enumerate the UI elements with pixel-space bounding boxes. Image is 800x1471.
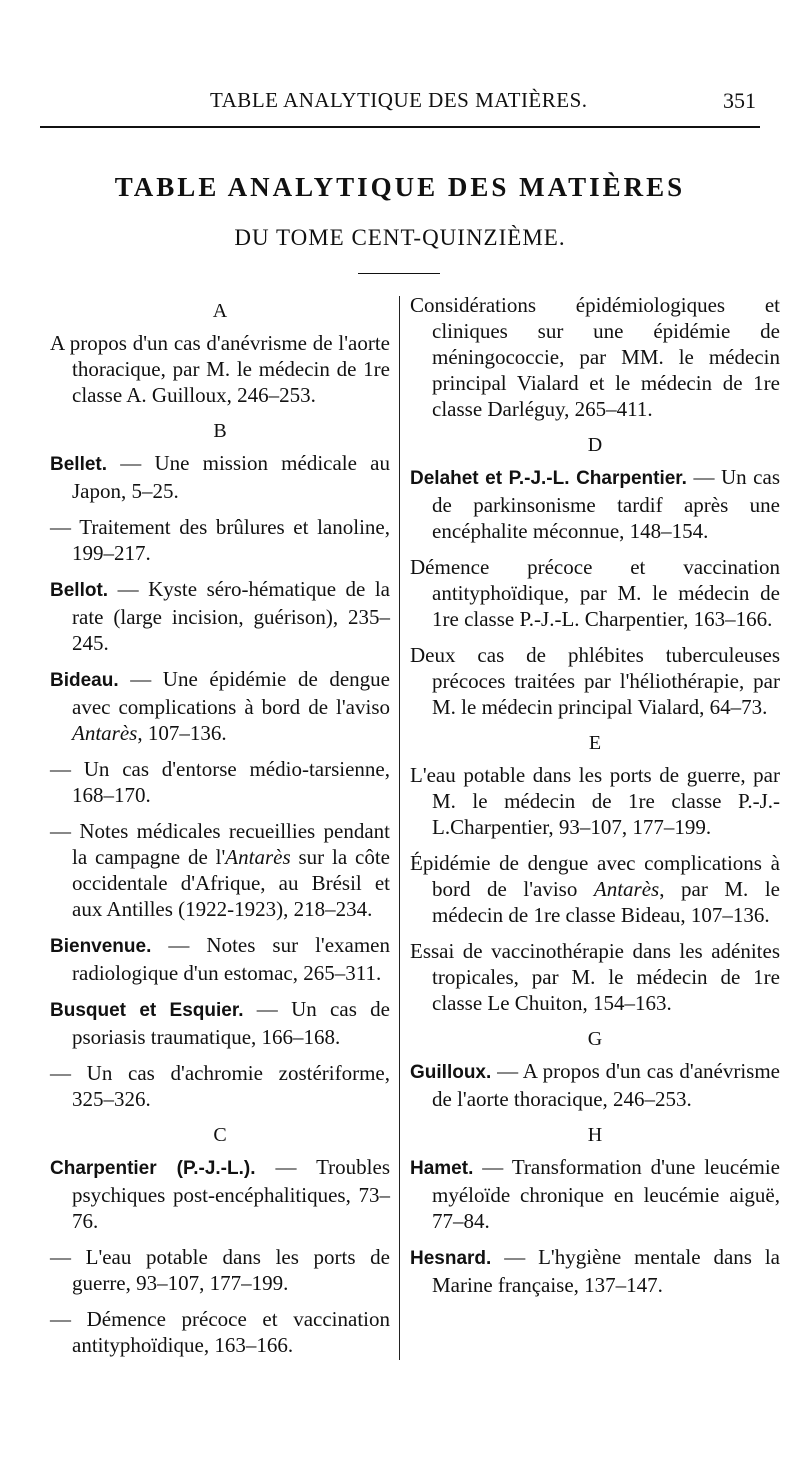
index-entry (50, 818, 390, 922)
index-entry: Considérations épidémiologiques et cliniques sur une épidémie de méningococcie, par MM. le médecin principal Vialard et le médecin de 1re classe Darléguy, 265–411. (410, 293, 780, 421)
index-entry (410, 464, 780, 544)
entry-text: — Kyste séro-hématique de la rate (large incision, guérison), 235–245. (72, 577, 390, 655)
index-entry (410, 1154, 780, 1234)
section-letter-a: A (212, 300, 228, 322)
entry-text: Épidémie de dengue avec complications à bord de l'aviso (410, 851, 780, 901)
index-entry (50, 576, 390, 656)
running-header (40, 88, 760, 118)
index-entry (50, 666, 390, 746)
section-letter-c: C (213, 1124, 227, 1146)
author-name: Hesnard. (410, 1248, 492, 1269)
ship-name: Antarès (225, 845, 291, 869)
author-name: Delahet et P.-J.-L. Charpentier. (410, 468, 687, 489)
index-entry (410, 850, 780, 928)
entry-text: — Une mission médicale au Japon, 5–25. (72, 451, 390, 503)
ship-name: Antarès (72, 721, 138, 745)
index-entry: — L'eau potable dans les ports de guerre, 93–107, 177–199. (50, 1245, 390, 1295)
index-title: TABLE ANALYTIQUE DES MATIÈRES (114, 172, 686, 202)
entry-text: , par M. le médecin de 1re classe Bideau, 107–136. (432, 877, 780, 927)
entry-text: — Un cas de parkinsonisme tardif après une encéphalite méconnue, 148–154. (432, 465, 780, 543)
left-column (50, 292, 390, 1368)
right-column (410, 292, 780, 1308)
index-entry: — Traitement des brûlures et lanoline, 199–217. (50, 515, 390, 565)
running-header-title: TABLE ANALYTIQUE DES MATIÈRES. (210, 88, 588, 112)
author-name: Bideau. (50, 670, 119, 691)
index-entry (50, 996, 390, 1050)
index-entry (410, 1058, 780, 1112)
entry-text: — Une épidémie de dengue avec complications à bord de l'aviso (72, 667, 390, 719)
page-number: 351 (723, 88, 756, 113)
title-rule (358, 273, 440, 274)
index-entry: Deux cas de phlébites tuberculeuses précoces traitées par l'héliothérapie, par M. le médecin principal Vialard, 64–73. (410, 643, 780, 719)
column-divider (399, 296, 400, 1360)
index-entry (410, 1244, 780, 1298)
entry-text: — A propos d'un cas d'anévrisme de l'aorte thoracique, 246–253. (432, 1059, 780, 1111)
section-letter-e: E (588, 732, 602, 754)
entry-text: sur la côte occidentale d'Afrique, au Brésil et aux Antilles (1922-1923), 218–234. (72, 845, 390, 921)
section-letter-b: B (213, 420, 227, 442)
index-entry: — Un cas d'achromie zostériforme, 325–326. (50, 1061, 390, 1111)
entry-text: , 107–136. (137, 721, 227, 745)
index-entry: Essai de vaccinothérapie dans les adénites tropicales, par M. le médecin de 1re classe Le Chuiton, 154–163. (410, 939, 780, 1015)
author-name: Charpentier (P.-J.-L.). (50, 1158, 256, 1179)
author-name: Hamet. (410, 1158, 474, 1179)
entry-text: — Notes médicales recueillies pendant la campagne de l' (50, 819, 390, 869)
section-letter-g: G (587, 1028, 603, 1050)
index-subtitle: DU TOME CENT-QUINZIÈME. (234, 225, 566, 250)
author-name: Bellet. (50, 454, 108, 475)
entry-text: — Un cas de psoriasis traumatique, 166–168. (72, 997, 390, 1049)
ship-name: Antarès (593, 877, 660, 901)
author-name: Bienvenue. (50, 936, 152, 957)
header-rule (40, 126, 760, 128)
index-entry: — Un cas d'entorse médio-tarsienne, 168–170. (50, 757, 390, 807)
index-entry (50, 1154, 390, 1234)
index-entry: — Démence précoce et vaccination antityphoïdique, 163–166. (50, 1307, 390, 1357)
index-entry: Démence précoce et vaccination antityphoïdique, par M. le médecin de 1re classe P.-J.-L. Charpentier, 163–166. (410, 555, 780, 631)
section-letter-h: H (587, 1124, 603, 1146)
author-name: Bellot. (50, 580, 109, 601)
author-name: Guilloux. (410, 1062, 492, 1083)
section-letter-d: D (587, 434, 603, 456)
entry-text: — Transformation d'une leucémie myéloïde chronique en leucémie aiguë, 77–84. (432, 1155, 780, 1233)
index-entry (50, 450, 390, 504)
entry-text: — Troubles psychiques post-encéphalitiques, 73–76. (72, 1155, 391, 1233)
index-entry (50, 932, 390, 986)
index-entry: A propos d'un cas d'anévrisme de l'aorte thoracique, par M. le médecin de 1re classe A. Guilloux, 246–253. (50, 331, 390, 407)
author-name: Busquet et Esquier. (50, 1000, 244, 1021)
entry-text: — L'hygiène mentale dans la Marine française, 137–147. (432, 1245, 780, 1297)
entry-text: — Notes sur l'examen radiologique d'un estomac, 265–311. (72, 933, 390, 985)
index-entry: L'eau potable dans les ports de guerre, par M. le médecin de 1re classe P.-J.-L.Charpentier, 93–107, 177–199. (410, 763, 780, 839)
